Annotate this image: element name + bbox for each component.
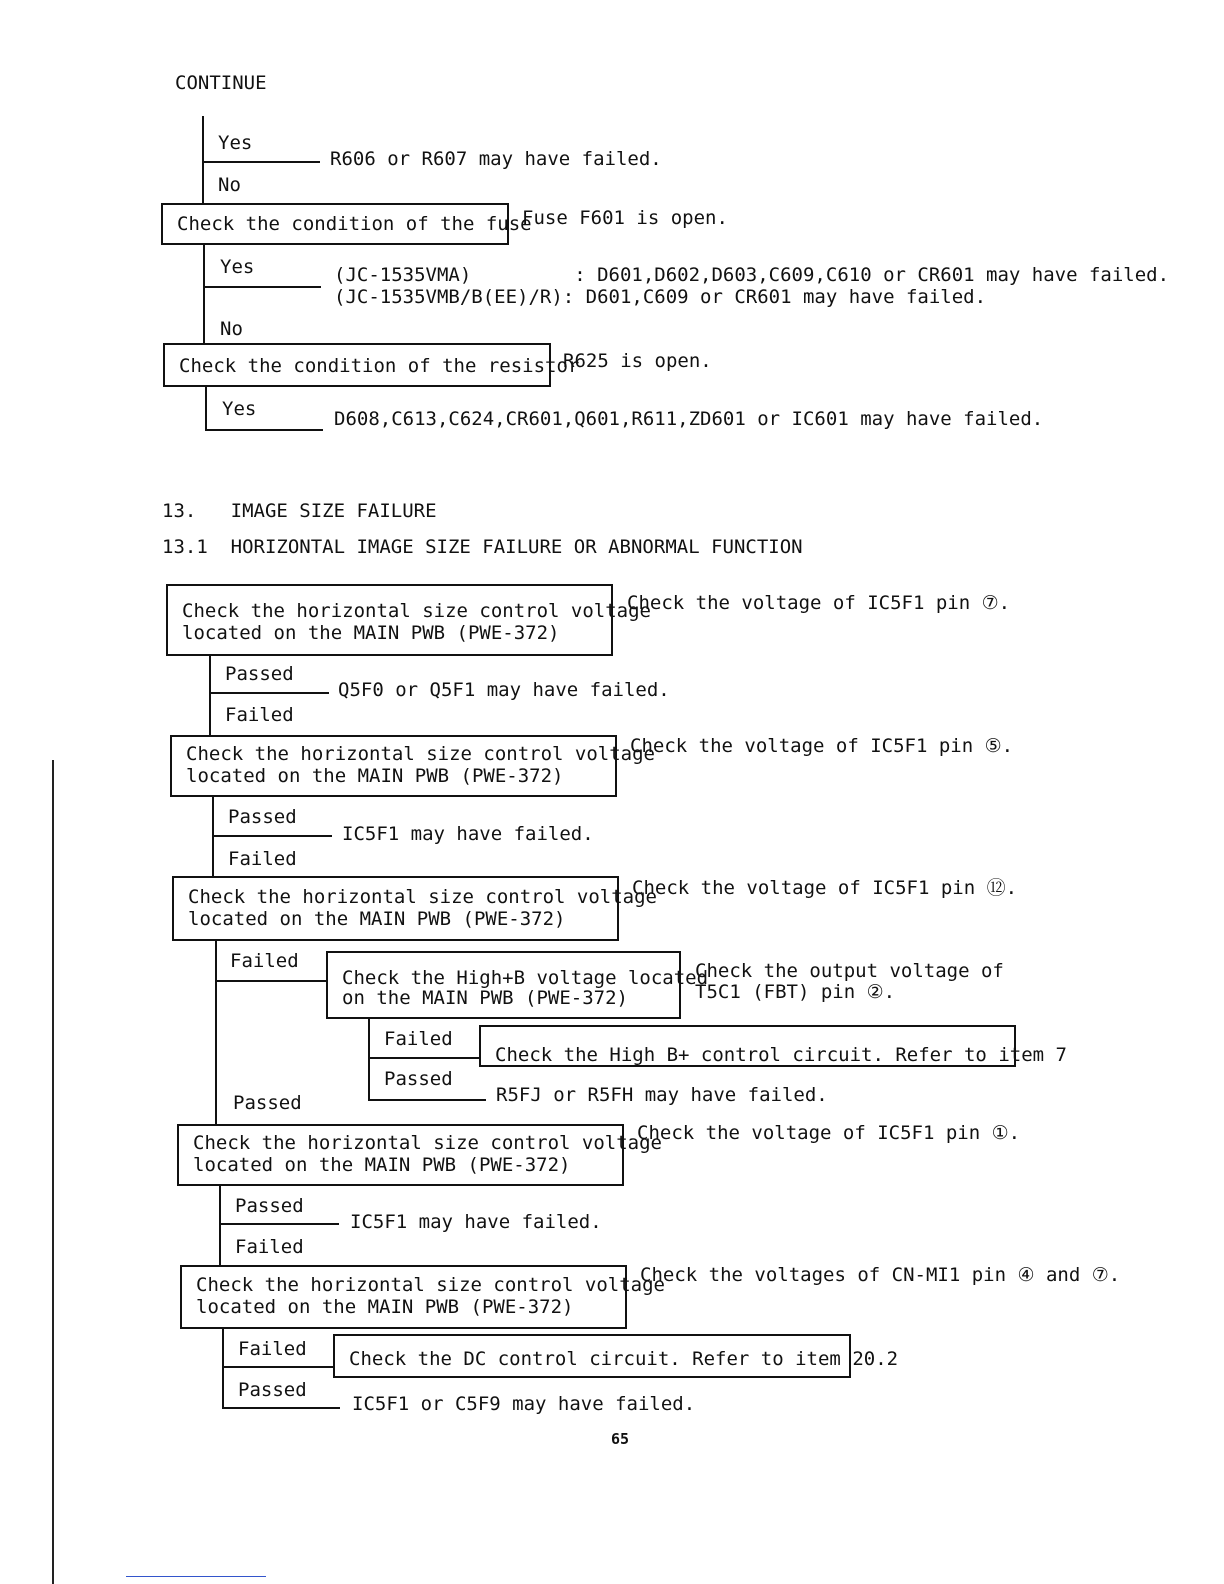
box-text: Check the horizontal size control voltage <box>186 743 655 765</box>
box-text: Check the DC control circuit. Refer to item 20.2 <box>349 1348 899 1370</box>
box-text: located on the MAIN PWB (PWE-372) <box>186 765 564 787</box>
branch-failed: Failed <box>235 1236 304 1258</box>
branch-passed: Passed <box>235 1195 304 1217</box>
flow-line <box>219 1223 339 1225</box>
flow-line <box>202 161 320 163</box>
branch-failed: Failed <box>238 1338 307 1360</box>
result-text: IC5F1 may have failed. <box>342 823 594 845</box>
flow-line <box>368 1057 480 1059</box>
check-voltage-box <box>180 1265 665 1329</box>
result-text: (JC-1535VMB/B(EE)/R): D601,C609 or CR601 may have failed. <box>334 286 987 308</box>
check-voltage-box <box>170 735 655 797</box>
resistor-note: R625 is open. <box>563 350 712 372</box>
flow-line <box>368 1099 486 1101</box>
result-text: (JC-1535VMA) : D601,D602,D603,C609,C610 or CR601 may have failed. <box>334 264 1170 286</box>
check-voltage-box <box>177 1124 662 1186</box>
branch-no: No <box>220 318 243 340</box>
branch-yes: Yes <box>220 256 255 278</box>
flow-line <box>205 387 207 431</box>
branch-passed: Passed <box>225 663 294 685</box>
box-text: located on the MAIN PWB (PWE-372) <box>182 622 560 644</box>
flow-line <box>215 941 217 1126</box>
branch-passed: Passed <box>228 806 297 828</box>
flow-line <box>219 1186 221 1266</box>
box-text: Check the horizontal size control voltage <box>188 886 657 908</box>
check-highb-box <box>326 951 709 1019</box>
check-voltage-box <box>166 584 651 656</box>
check-note: Check the voltages of CN-MI1 pin ④ and ⑦. <box>640 1264 1121 1286</box>
highb-note: T5C1 (FBT) pin ②. <box>695 981 896 1003</box>
branch-passed: Passed <box>238 1379 307 1401</box>
branch-failed: Failed <box>230 950 299 972</box>
box-text: located on the MAIN PWB (PWE-372) <box>193 1154 571 1176</box>
flow-line <box>203 286 321 288</box>
result-text: Q5F0 or Q5F1 may have failed. <box>338 679 670 701</box>
box-text: Check the horizontal size control voltage <box>193 1132 662 1154</box>
section-title: 13. IMAGE SIZE FAILURE <box>162 500 437 522</box>
check-note: Check the voltage of IC5F1 pin ⑫. <box>632 877 1018 899</box>
result-text: IC5F1 may have failed. <box>350 1211 602 1233</box>
branch-failed: Failed <box>384 1028 453 1050</box>
flow-line <box>212 797 214 877</box>
box-text: on the MAIN PWB (PWE-372) <box>342 987 628 1009</box>
check-resistor-box <box>163 343 580 387</box>
check-voltage-box <box>172 876 657 941</box>
continue-label: CONTINUE <box>175 72 267 94</box>
page-number: 65 <box>611 1430 630 1448</box>
branch-yes: Yes <box>218 132 253 154</box>
flow-line <box>222 1407 340 1409</box>
box-text: located on the MAIN PWB (PWE-372) <box>188 908 566 930</box>
check-note: Check the voltage of IC5F1 pin ⑤. <box>630 735 1014 757</box>
check-note: Check the voltage of IC5F1 pin ①. <box>637 1122 1021 1144</box>
result-text: IC5F1 or C5F9 may have failed. <box>352 1393 696 1415</box>
flow-line <box>209 692 329 694</box>
flow-line <box>202 116 204 204</box>
fuse-note: Fuse F601 is open. <box>522 207 728 229</box>
box-text: Check the High+B voltage located <box>342 967 709 989</box>
box-text: located on the MAIN PWB (PWE-372) <box>196 1296 574 1318</box>
box-text: Check the High B+ control circuit. Refer to item 7 <box>495 1044 1067 1066</box>
box-text: Check the condition of the fuse <box>177 213 532 235</box>
result-text: D608,C613,C624,CR601,Q601,R611,ZD601 or IC601 may have failed. <box>334 408 1044 430</box>
flow-line <box>222 1329 224 1409</box>
flow-line <box>203 245 205 345</box>
flow-line <box>222 1366 334 1368</box>
flow-line <box>209 656 211 736</box>
branch-passed: Passed <box>233 1092 302 1114</box>
dc-control-box <box>333 1334 899 1378</box>
branch-passed: Passed <box>384 1068 453 1090</box>
branch-failed: Failed <box>225 704 294 726</box>
footer-line <box>126 1576 266 1577</box>
result-text: R5FJ or R5FH may have failed. <box>496 1084 828 1106</box>
flow-line <box>368 1019 370 1101</box>
flow-line <box>205 429 323 431</box>
box-text: Check the horizontal size control voltage <box>196 1274 665 1296</box>
branch-yes: Yes <box>222 398 257 420</box>
highb-note: Check the output voltage of <box>695 960 1004 982</box>
result-text: R606 or R607 may have failed. <box>330 148 662 170</box>
margin-line <box>52 760 54 1584</box>
flow-line <box>215 980 327 982</box>
box-text: Check the horizontal size control voltage <box>182 600 651 622</box>
box-text: Check the condition of the resistor <box>179 355 580 377</box>
branch-no: No <box>218 174 241 196</box>
flow-line <box>212 835 332 837</box>
section-subtitle: 13.1 HORIZONTAL IMAGE SIZE FAILURE OR ABNORMAL FUNCTION <box>162 536 803 558</box>
branch-failed: Failed <box>228 848 297 870</box>
check-fuse-box <box>161 203 532 245</box>
check-note: Check the voltage of IC5F1 pin ⑦. <box>627 592 1011 614</box>
highb-control-box <box>479 1025 1067 1067</box>
